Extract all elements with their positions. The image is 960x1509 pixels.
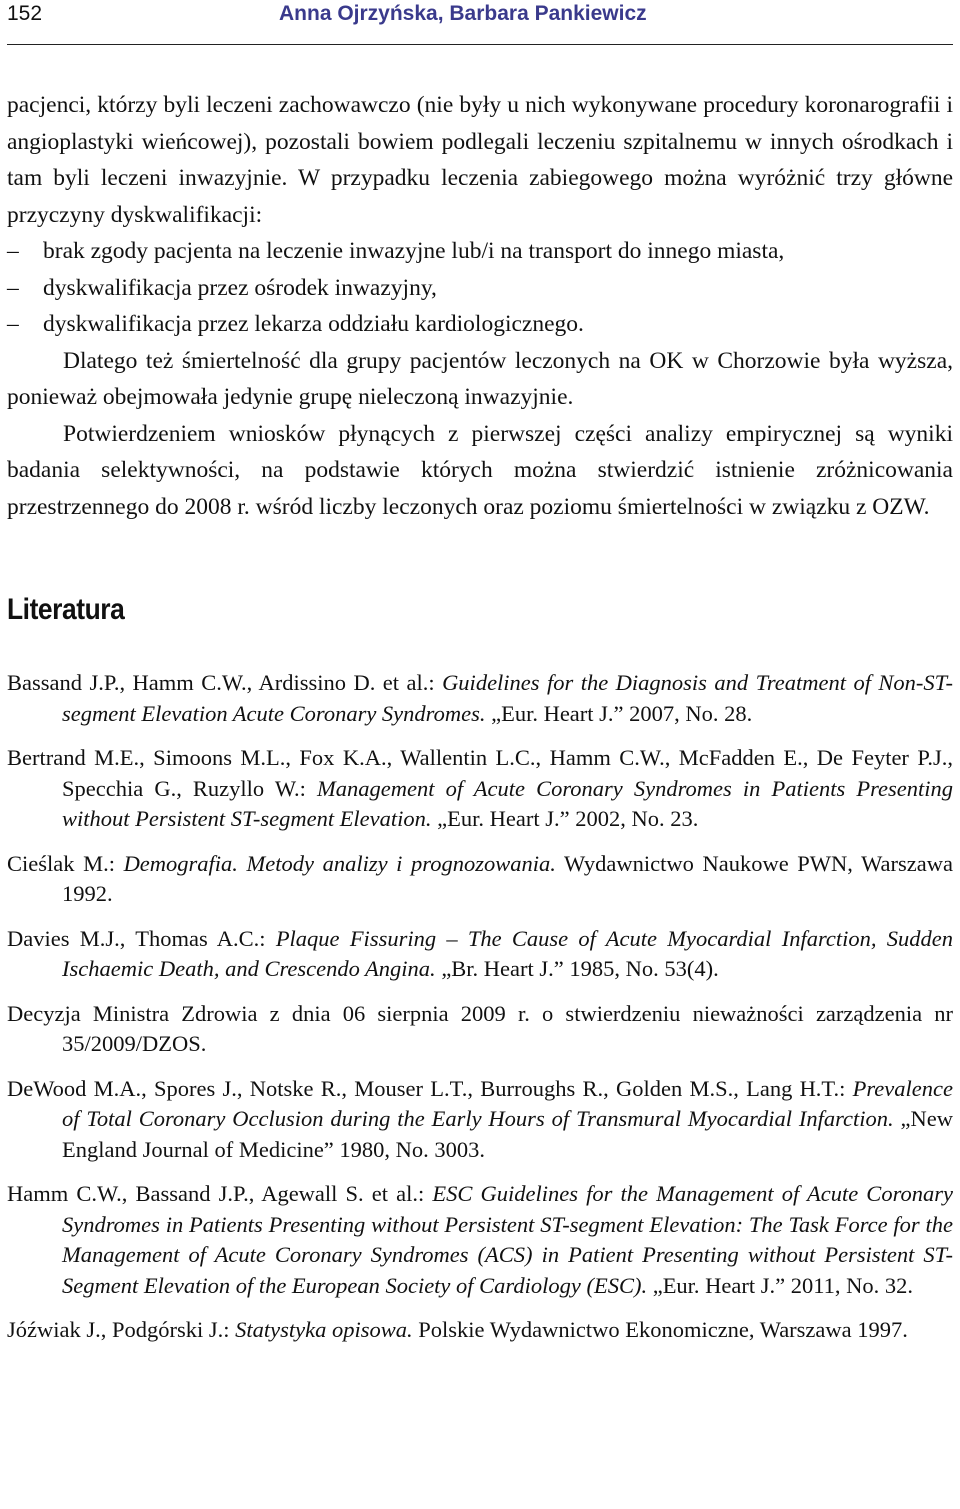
bullet-item	[7, 270, 953, 307]
ref-title: ESC Guidelines for the Management of Acute Coronary Syndromes in Patients Presenting without Persistent ST-segment Elevation: The Task Force for the Management of Acute Coronary Syndromes (ACS) in Patient Presenting without Persistent ST-Segment Elevation of the European Society of Cardiology (ESC).	[62, 1181, 953, 1298]
ref-authors: Hamm C.W., Bassand J.P., Agewall S. et al.:	[7, 1181, 433, 1206]
page-number: 152	[7, 2, 43, 25]
reference-item	[7, 743, 953, 835]
paragraph-3: Potwierdzeniem wniosków płynących z pierwszej części analizy empirycznej są wyniki badania selektywności, na podstawie których można stwierdzić istnienie zróżnicowania przestrzennego do 2008 r. wśród liczby leczonych oraz poziomu śmiertelności w związku z OZW.	[7, 420, 953, 520]
bullet-item	[7, 233, 953, 270]
ref-source: „Eur. Heart J.” 2002, No. 23.	[431, 806, 699, 831]
bullet-text: dyskwalifikacja przez lekarza oddziału kardiologicznego.	[43, 311, 584, 337]
dash-icon: –	[7, 238, 19, 264]
reference-item	[7, 849, 953, 910]
ref-source: Wydawnictwo Naukowe PWN, Warszawa 1992.	[62, 850, 953, 906]
ref-authors: Bertrand M.E., Simoons M.L., Fox K.A., Wallentin L.C., Hamm C.W., McFadden E., De Feyter P.J., Specchia G., Ruzyllo W.:	[7, 745, 953, 801]
ref-source: Polskie Wydawnictwo Ekonomiczne, Warszawa 1997.	[412, 1317, 908, 1342]
body-text	[7, 87, 953, 525]
bullet-text: dyskwalifikacja przez ośrodek inwazyjny,	[43, 274, 437, 301]
dash-icon: –	[7, 274, 19, 301]
reference-item	[7, 999, 953, 1060]
ref-title: Statystyka opisowa.	[235, 1317, 413, 1342]
reference-list	[7, 668, 953, 1346]
bullet-text: brak zgody pacjenta na leczenie inwazyjne lub/i na transport do innego miasta,	[43, 238, 785, 264]
ref-title: Plaque Fissuring – The Cause of Acute Myocardial Infarction, Sudden Ischaemic Death, and Crescendo Angina.	[62, 925, 953, 981]
page	[7, 0, 953, 1360]
ref-title: Management of Acute Coronary Syndromes in Patients Presenting without Persistent ST-segment Elevation.	[62, 775, 953, 831]
ref-title: Prevalence of Total Coronary Occlusion during the Early Hours of Transmural Myocardial Infarction.	[62, 1075, 953, 1131]
reference-item	[7, 1315, 953, 1346]
ref-source: „Br. Heart J.” 1985, No. 53(4).	[435, 956, 719, 981]
reference-item	[7, 924, 953, 985]
ref-authors: Bassand J.P., Hamm C.W., Ardissino D. et al.:	[7, 670, 443, 695]
reference-item	[7, 668, 953, 729]
ref-source: „New England Journal of Medicine” 1980, No. 3003.	[62, 1106, 953, 1162]
ref-authors: DeWood M.A., Spores J., Notske R., Mouser L.T., Burroughs R., Golden M.S., Lang H.T.:	[7, 1075, 853, 1101]
ref-authors: Davies M.J., Thomas A.C.:	[7, 925, 276, 951]
bullet-item	[7, 306, 953, 343]
ref-source: „Eur. Heart J.” 2007, No. 28.	[485, 700, 753, 726]
page-header	[7, 0, 953, 45]
section-title: Literatura	[7, 593, 125, 626]
ref-authors: Decyzja Ministra Zdrowia z dnia 06 sierpnia 2009 r. o stwierdzeniu nieważności zarządzenia nr 35/2009/DZOS.	[7, 1000, 953, 1056]
paragraph-1: pacjenci, którzy byli leczeni zachowawczo (nie były u nich wykonywane procedury koronarografii i angioplastyki wieńcowej), pozostali bowiem podlegali leczeniu szpitalnemu w innych ośrodkach i tam byli leczeni inwazyjnie. W przypadku leczenia zabiegowego można wyróżnić trzy główne przyczyny dyskwalifikacji:	[7, 92, 953, 228]
dash-icon: –	[7, 311, 19, 337]
ref-title: Guidelines for the Diagnosis and Treatment of Non-ST-segment Elevation Acute Coronary Syndromes.	[62, 670, 953, 726]
ref-authors: Cieślak M.:	[7, 850, 124, 876]
ref-source: „Eur. Heart J.” 2011, No. 32.	[647, 1272, 914, 1298]
ref-title: Demografia. Metody analizy i prognozowania.	[123, 850, 556, 876]
reference-item	[7, 1179, 953, 1301]
running-head: Anna Ojrzyńska, Barbara Pankiewicz	[279, 2, 647, 25]
paragraph-2: Dlatego też śmiertelność dla grupy pacjentów leczonych na OK w Chorzowie była wyższa, ponieważ obejmowała jedynie grupę nieleczoną inwazyjnie.	[7, 347, 953, 410]
reference-item	[7, 1074, 953, 1166]
ref-authors: Jóźwiak J., Podgórski J.:	[7, 1317, 236, 1342]
bullet-list	[7, 233, 953, 343]
